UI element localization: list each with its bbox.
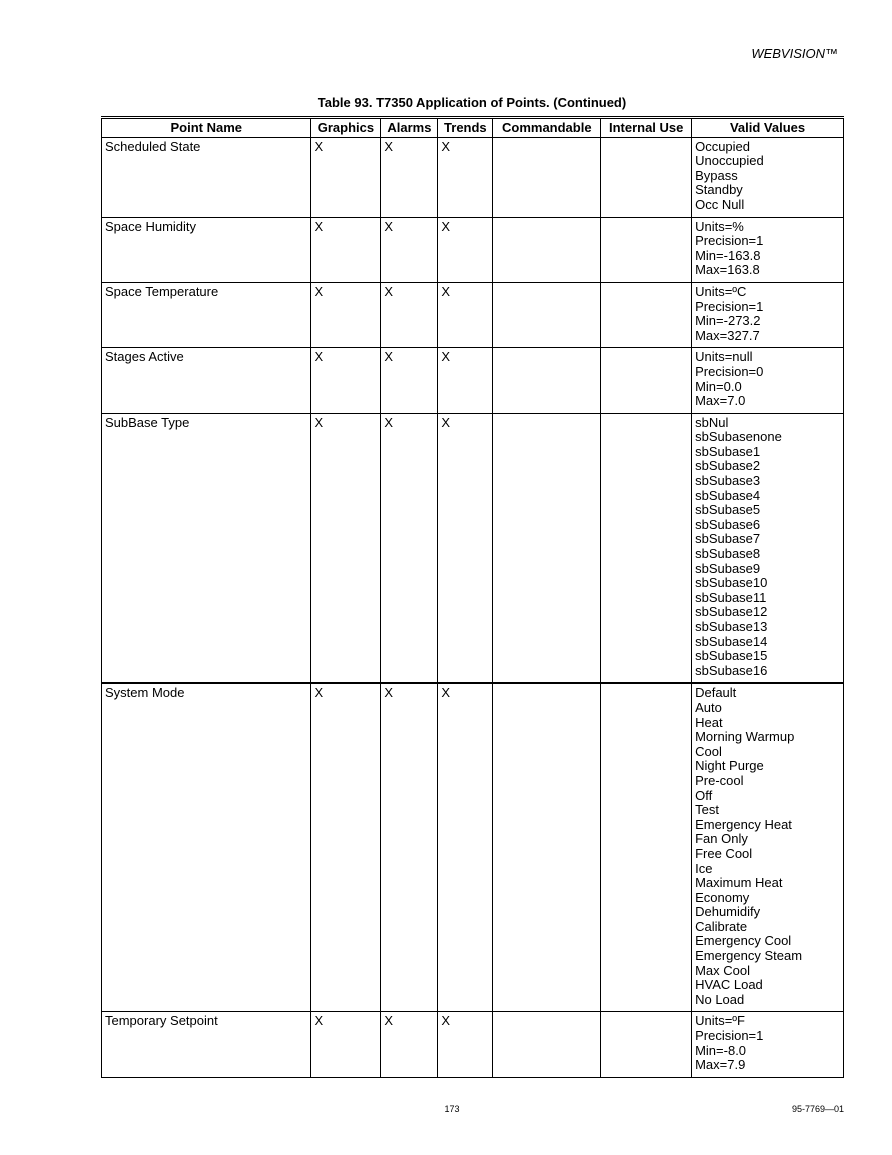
internal-use-cell — [601, 217, 692, 282]
valid-values-cell — [692, 1012, 844, 1077]
graphics-cell: X — [311, 217, 381, 282]
valid-value: sbNul — [695, 414, 729, 430]
valid-value: Fan Only — [695, 831, 748, 847]
internal-use-cell — [601, 348, 692, 413]
valid-value: Units=ºF — [695, 1013, 745, 1029]
valid-value: Maximum Heat — [695, 875, 783, 891]
valid-value: Economy — [695, 889, 750, 905]
points-table — [101, 116, 844, 1078]
col-header-trends: Trends — [438, 118, 493, 138]
valid-value: sbSubase13 — [695, 619, 768, 634]
table-row — [102, 348, 844, 413]
table-row — [102, 683, 844, 1012]
valid-value: Units=null — [695, 349, 753, 365]
valid-value: Max=7.0 — [695, 393, 746, 409]
alarms-cell: X — [381, 282, 438, 347]
valid-value: Max Cool — [695, 962, 751, 978]
valid-value: Unoccupied — [695, 153, 764, 169]
alarms-cell: X — [381, 1012, 438, 1077]
valid-value: Units=ºC — [695, 283, 747, 299]
valid-value: sbSubase3 — [695, 473, 761, 489]
document-number: 95-7769—01 — [791, 1104, 844, 1114]
valid-value: HVAC Load — [695, 977, 763, 993]
internal-use-cell — [601, 137, 692, 217]
internal-use-cell — [601, 1012, 692, 1077]
valid-value: Max=327.7 — [695, 327, 760, 343]
valid-value: Standby — [695, 182, 743, 198]
point-name-cell: Stages Active — [102, 348, 311, 413]
trends-cell: X — [438, 282, 493, 347]
valid-value: sbSubasenone — [695, 429, 782, 445]
commandable-cell — [493, 413, 601, 683]
valid-value: Max=163.8 — [695, 262, 760, 278]
valid-value: sbSubase14 — [695, 633, 768, 649]
alarms-cell: X — [381, 348, 438, 413]
valid-value: sbSubase7 — [695, 531, 761, 547]
page-number: 173 — [444, 1104, 460, 1114]
table-header-row — [102, 118, 844, 138]
valid-value: No Load — [695, 991, 745, 1007]
commandable-cell — [493, 137, 601, 217]
commandable-cell — [493, 348, 601, 413]
valid-value: Auto — [695, 699, 722, 715]
valid-value: sbSubase8 — [695, 546, 761, 562]
point-name-cell: Temporary Setpoint — [102, 1012, 311, 1077]
alarms-cell: X — [381, 683, 438, 1012]
valid-value: Units=% — [695, 218, 744, 234]
point-name-cell: System Mode — [102, 683, 311, 1012]
trends-cell: X — [438, 683, 493, 1012]
valid-value: Dehumidify — [695, 904, 761, 920]
internal-use-cell — [601, 683, 692, 1012]
valid-value: Min=-163.8 — [695, 247, 761, 263]
valid-value: sbSubase12 — [695, 604, 768, 620]
valid-value: Calibrate — [695, 918, 748, 934]
valid-values-cell — [692, 413, 844, 683]
table-row — [102, 1012, 844, 1077]
trends-cell: X — [438, 217, 493, 282]
table-body — [102, 137, 844, 1077]
valid-value: sbSubase11 — [695, 589, 767, 605]
valid-value: Occupied — [695, 138, 751, 154]
graphics-cell: X — [311, 1012, 381, 1077]
trends-cell: X — [438, 348, 493, 413]
commandable-cell — [493, 1012, 601, 1077]
table-row — [102, 413, 844, 683]
col-header-internal-use: Internal Use — [601, 118, 692, 138]
valid-value: Min=-8.0 — [695, 1042, 747, 1058]
table-caption: Table 93. T7350 Application of Points. (Continued) — [317, 95, 627, 110]
valid-value: Precision=0 — [695, 363, 764, 379]
graphics-cell: X — [311, 683, 381, 1012]
valid-value: Emergency Heat — [695, 816, 792, 832]
graphics-cell: X — [311, 137, 381, 217]
trends-cell: X — [438, 413, 493, 683]
valid-value: sbSubase15 — [695, 648, 768, 664]
valid-value: Cool — [695, 743, 722, 759]
valid-value: sbSubase16 — [695, 662, 768, 678]
valid-value: Min=-273.2 — [695, 313, 761, 329]
valid-value: Free Cool — [695, 845, 753, 861]
internal-use-cell — [601, 282, 692, 347]
valid-value: sbSubase2 — [695, 458, 761, 474]
point-name-cell: Space Temperature — [102, 282, 311, 347]
valid-value: Default — [695, 685, 737, 701]
valid-value: Heat — [695, 714, 723, 730]
graphics-cell: X — [311, 413, 381, 683]
valid-value: sbSubase10 — [695, 575, 768, 591]
valid-value: Pre-cool — [695, 772, 744, 788]
valid-values-cell — [692, 217, 844, 282]
valid-value: Precision=1 — [695, 298, 764, 314]
trends-cell: X — [438, 1012, 493, 1077]
graphics-cell: X — [311, 348, 381, 413]
commandable-cell — [493, 683, 601, 1012]
valid-value: sbSubase1 — [695, 443, 761, 459]
point-name-cell: Space Humidity — [102, 217, 311, 282]
valid-value: Min=0.0 — [695, 378, 742, 394]
valid-value: Emergency Steam — [695, 948, 803, 964]
valid-value: Morning Warmup — [695, 729, 795, 745]
valid-value: Emergency Cool — [695, 933, 792, 949]
valid-value: sbSubase5 — [695, 502, 761, 518]
trends-cell: X — [438, 137, 493, 217]
valid-values-cell — [692, 137, 844, 217]
valid-value: Max=7.9 — [695, 1057, 746, 1073]
valid-value: Bypass — [695, 167, 738, 183]
commandable-cell — [493, 217, 601, 282]
table-row — [102, 282, 844, 347]
point-name-cell: Scheduled State — [102, 137, 311, 217]
alarms-cell: X — [381, 137, 438, 217]
point-name-cell: SubBase Type — [102, 413, 311, 683]
valid-values-cell — [692, 282, 844, 347]
table-row — [102, 137, 844, 217]
col-header-graphics: Graphics — [311, 118, 381, 138]
commandable-cell — [493, 282, 601, 347]
valid-value: Precision=1 — [695, 1028, 764, 1044]
running-header: WEBVISION™ — [751, 46, 838, 61]
valid-value: Test — [695, 802, 719, 818]
valid-value: Off — [695, 787, 713, 803]
valid-value: Ice — [695, 860, 713, 876]
internal-use-cell — [601, 413, 692, 683]
graphics-cell: X — [311, 282, 381, 347]
alarms-cell: X — [381, 217, 438, 282]
valid-value: Night Purge — [695, 758, 764, 774]
table-row — [102, 217, 844, 282]
valid-value: sbSubase6 — [695, 516, 761, 532]
valid-value: Occ Null — [695, 196, 745, 212]
valid-values-cell — [692, 683, 844, 1012]
col-header-alarms: Alarms — [381, 118, 438, 138]
col-header-point-name: Point Name — [102, 118, 311, 138]
col-header-commandable: Commandable — [493, 118, 601, 138]
col-header-valid-values: Valid Values — [692, 118, 844, 138]
alarms-cell: X — [381, 413, 438, 683]
valid-value: Precision=1 — [695, 233, 764, 249]
valid-value: sbSubase4 — [695, 487, 761, 503]
valid-value: sbSubase9 — [695, 560, 761, 576]
valid-values-cell — [692, 348, 844, 413]
